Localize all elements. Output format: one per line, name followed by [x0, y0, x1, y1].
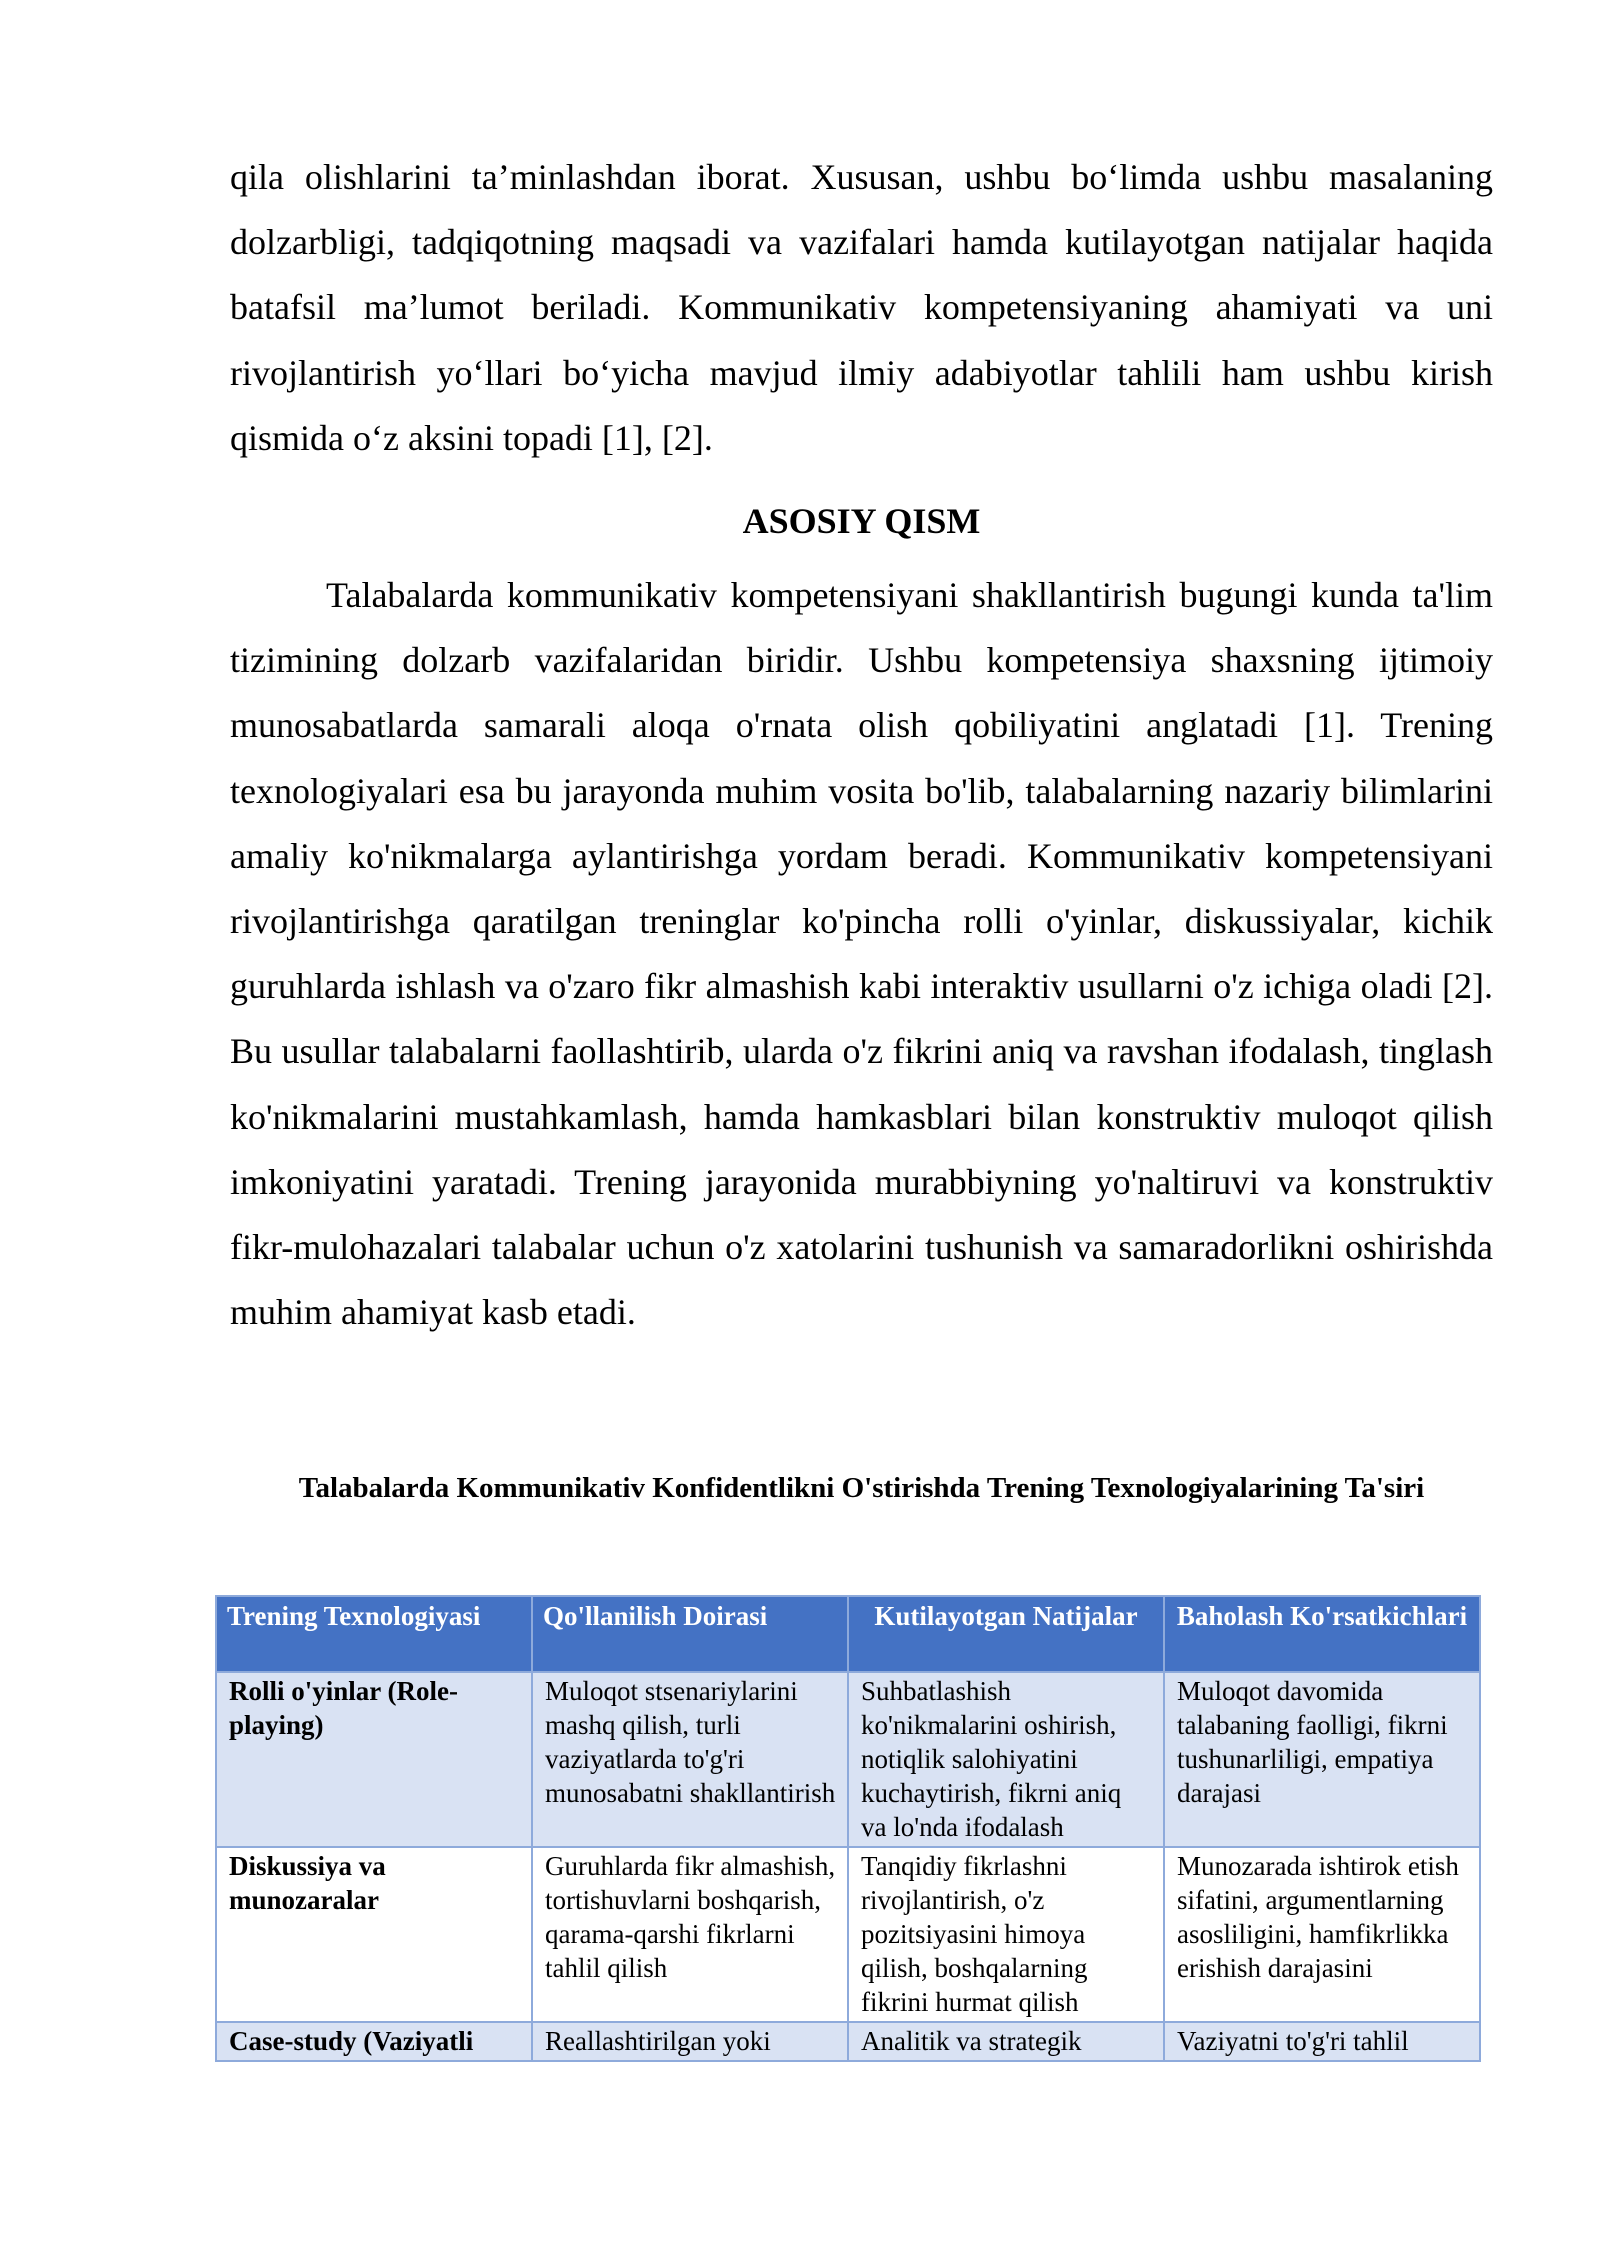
table-row: [216, 2022, 1480, 2061]
table-row: [216, 1847, 1480, 2022]
table-cell: Reallashtirilgan yoki: [532, 2022, 848, 2061]
main-paragraph: Talabalarda kommunikativ kompetensiyani shakllantirish bugungi kunda ta'lim tizimining dolzarb vazifalaridan biridir. Ushbu kompetensiya shaxsning ijtimoiy munosabatlarda samarali aloqa o'rnata olish qobiliyatini anglatadi [1]. Trening texnologiyalari esa bu jarayonda muhim vosita bo'lib, talabalarning nazariy bilimlarini amaliy ko'nikmalarga aylantirishga yordam beradi. Kommunikativ kompetensiyani rivojlantirishga qaratilgan treninglar ko'pincha rolli o'yinlar, diskussiyalar, kichik guruhlarda ishlash va o'zaro fikr almashish kabi interaktiv usullarni o'z ichiga oladi [2]. Bu usullar talabalarni faollashtirib, ularda o'z fikrini aniq va ravshan ifodalash, tinglash ko'nikmalarini mustahkamlash, hamda hamkasblari bilan konstruktiv muloqot qilish imkoniyatini yaratadi. Trening jarayonida murabbiyning yo'naltiruvi va konstruktiv fikr-mulohazalari talabalar uchun o'z xatolarini tushunish va samaradorlikni oshirishda muhim ahamiyat kasb etadi.: [230, 575, 1493, 1333]
table-cell: Tanqidiy fikrlashni rivojlantirish, o'z pozitsiyasini himoya qilish, boshqalarning fikrini hurmat qilish: [848, 1847, 1164, 2022]
table-cell: Diskussiya va munozaralar: [216, 1847, 532, 2022]
intro-paragraph: qila olishlarini ta’minlashdan iborat. Xususan, ushbu bo‘limda ushbu masalaning dolzarbligi, tadqiqotning maqsadi va vazifalari hamda kutilayotgan natijalar haqida batafsil ma’lumot beriladi. Kommunikativ kompetensiyaning ahamiyati va uni rivojlantirish yo‘llari bo‘yicha mavjud ilmiy adabiyotlar tahlili ham ushbu kirish qismida o‘z aksini topadi [1], [2].: [230, 157, 1493, 458]
column-header: Trening Texnologiyasi: [216, 1596, 532, 1672]
table-cell: Rolli o'yinlar (Role-playing): [216, 1672, 532, 1847]
training-technologies-table: [215, 1595, 1481, 2062]
column-header: Baholash Ko'rsatkichlari: [1164, 1596, 1480, 1672]
section-heading: ASOSIY QISM: [742, 501, 981, 542]
table-cell: Guruhlarda fikr almashish, tortishuvlarni boshqarish, qarama-qarshi fikrlarni tahlil qilish: [532, 1847, 848, 2022]
table-cell: Case-study (Vaziyatli: [216, 2022, 532, 2061]
table-cell: Muloqot stsenariylarini mashq qilish, turli vaziyatlarda to'g'ri munosabatni shakllantirish: [532, 1672, 848, 1847]
table-header-row: [216, 1596, 1480, 1672]
table-cell: Munozarada ishtirok etish sifatini, argumentlarning asosliligini, hamfikrlikka erishish darajasini: [1164, 1847, 1480, 2022]
table-cell: Vaziyatni to'g'ri tahlil: [1164, 2022, 1480, 2061]
column-header: Qo'llanilish Doirasi: [532, 1596, 848, 1672]
document-page: [230, 145, 1493, 1345]
table-title: Talabalarda Kommunikativ Konfidentlikni O'stirishda Trening Texnologiyalarining Ta'siri: [298, 1472, 1425, 1504]
column-header: Kutilayotgan Natijalar: [848, 1596, 1164, 1672]
table-cell: Analitik va strategik: [848, 2022, 1164, 2061]
table-cell: Muloqot davomida talabaning faolligi, fikrni tushunarliligi, empatiya darajasi: [1164, 1672, 1480, 1847]
table-row: [216, 1672, 1480, 1847]
table-cell: Suhbatlashish ko'nikmalarini oshirish, notiqlik salohiyatini kuchaytirish, fikrni aniq va lo'nda ifodalash: [848, 1672, 1164, 1847]
